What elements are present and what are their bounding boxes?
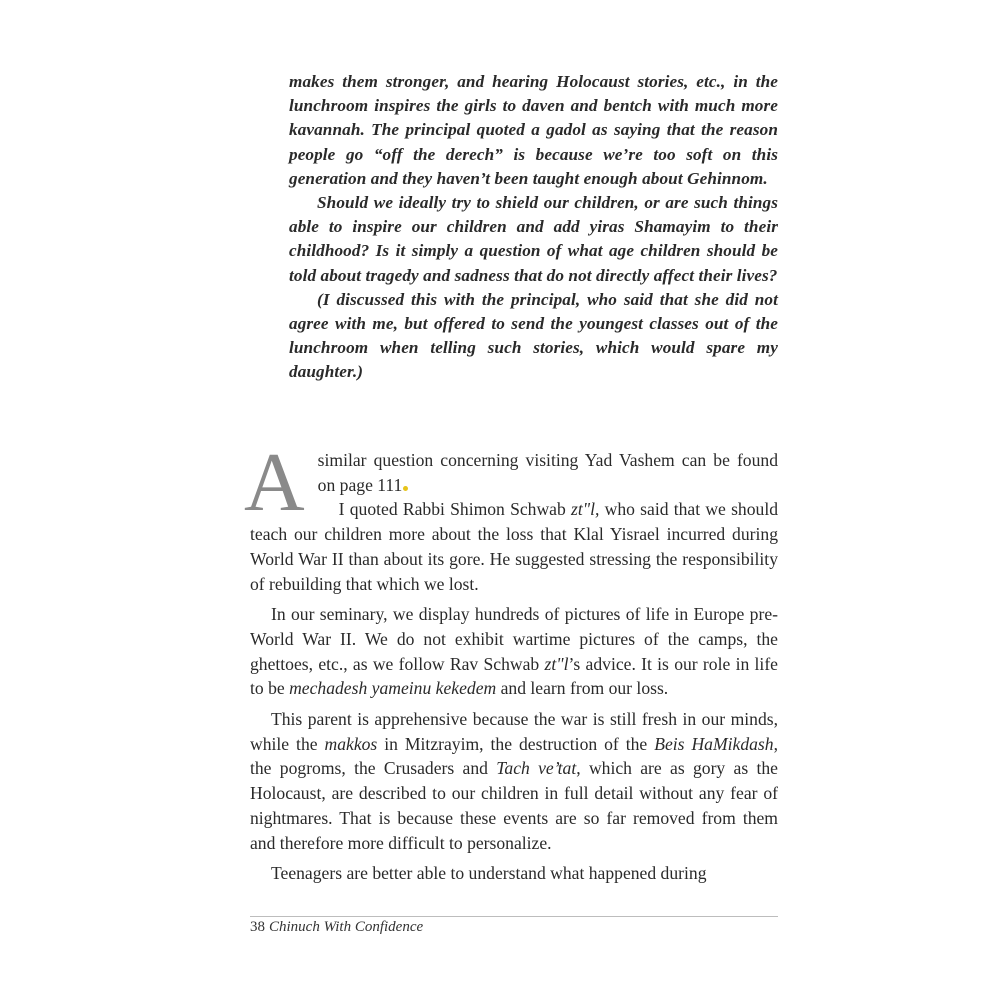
- answer-p2-text-a: I quoted Rabbi Shimon Schwab: [338, 499, 572, 520]
- highlight-mark-icon: [403, 486, 408, 491]
- answer-p3-italic-d: mechadesh yameinu kekedem: [289, 678, 497, 699]
- answer-p2-text-c: who said that we should teach our children more about the loss that Klal Yisrael incurred during World War II than about its gore. He suggested stressing the responsibility of rebuilding that which we lost.: [250, 499, 779, 594]
- page-number: 38: [250, 919, 265, 935]
- question-block: [289, 70, 778, 385]
- book-title: Chinuch With Confidence: [269, 919, 424, 935]
- answer-p3-text-e: and learn from our loss.: [496, 678, 669, 699]
- answer-paragraph-4: [250, 707, 778, 855]
- answer-p4-text-e: , the pogroms, the Crusaders and: [250, 733, 778, 779]
- question-paragraph-2: Should we ideally try to shield our children, or are such things able to inspire our children and add yiras Shamayim to their childhood? Is it simply a question of what age children should be told about tragedy and sadness that do not directly affect their lives?: [289, 193, 778, 285]
- answer-p4-italic-d: Beis HaMikdash: [654, 733, 774, 754]
- answer-p3-italic-b: zt"l: [544, 653, 569, 674]
- answer-p1-text: similar question concerning visiting Yad Vashem can be found on page 111: [317, 450, 778, 495]
- answer-paragraph-2: [250, 497, 778, 596]
- page-footer: [250, 917, 778, 937]
- answer-paragraph-5: Teenagers are better able to understand what happened during: [271, 863, 707, 884]
- answer-p4-italic-f: Tach ve’tat: [496, 758, 577, 779]
- answer-block: [244, 436, 779, 886]
- answer-p4-text-a: This parent is apprehensive because the war is still fresh in our minds, while the: [250, 709, 778, 754]
- drop-cap-letter: A: [244, 436, 305, 529]
- answer-p2-italic: zt"l,: [571, 499, 600, 520]
- question-paragraph-3: (I discussed this with the principal, who said that she did not agree with me, but offered to send the youngest classes out of the lunchroom when telling such stories, which would spare my daughter.): [289, 289, 778, 382]
- question-paragraph-1: makes them stronger, and hearing Holocaust stories, etc., in the lunchroom inspires the girls to daven and bentch with much more kavannah. The principal quoted a gadol as saying that the reason people go “off the derech” is because we’re too soft on this generation and they haven’t been taught enough about Gehinnom.: [289, 72, 778, 188]
- answer-paragraph-3: [250, 602, 778, 701]
- answer-p4-text-g: , which are as gory as the Holocaust, are described to our children in full detail without any fear of nightmares. That is because these events are so far removed from them and therefore more difficult to personalize.: [250, 758, 778, 853]
- answer-p3-text-a: In our seminary, we display hundreds of pictures of life in Europe pre-World War II. We do not exhibit wartime pictures of the camps, the ghettoes, etc., as we follow Rav Schwab: [250, 604, 778, 674]
- answer-p4-italic-b: makkos: [324, 733, 378, 754]
- answer-p4-text-c: in Mitzrayim, the destruction of the: [377, 733, 655, 754]
- answer-p3-text-c: ’s advice. It is our role in life to be: [250, 653, 778, 699]
